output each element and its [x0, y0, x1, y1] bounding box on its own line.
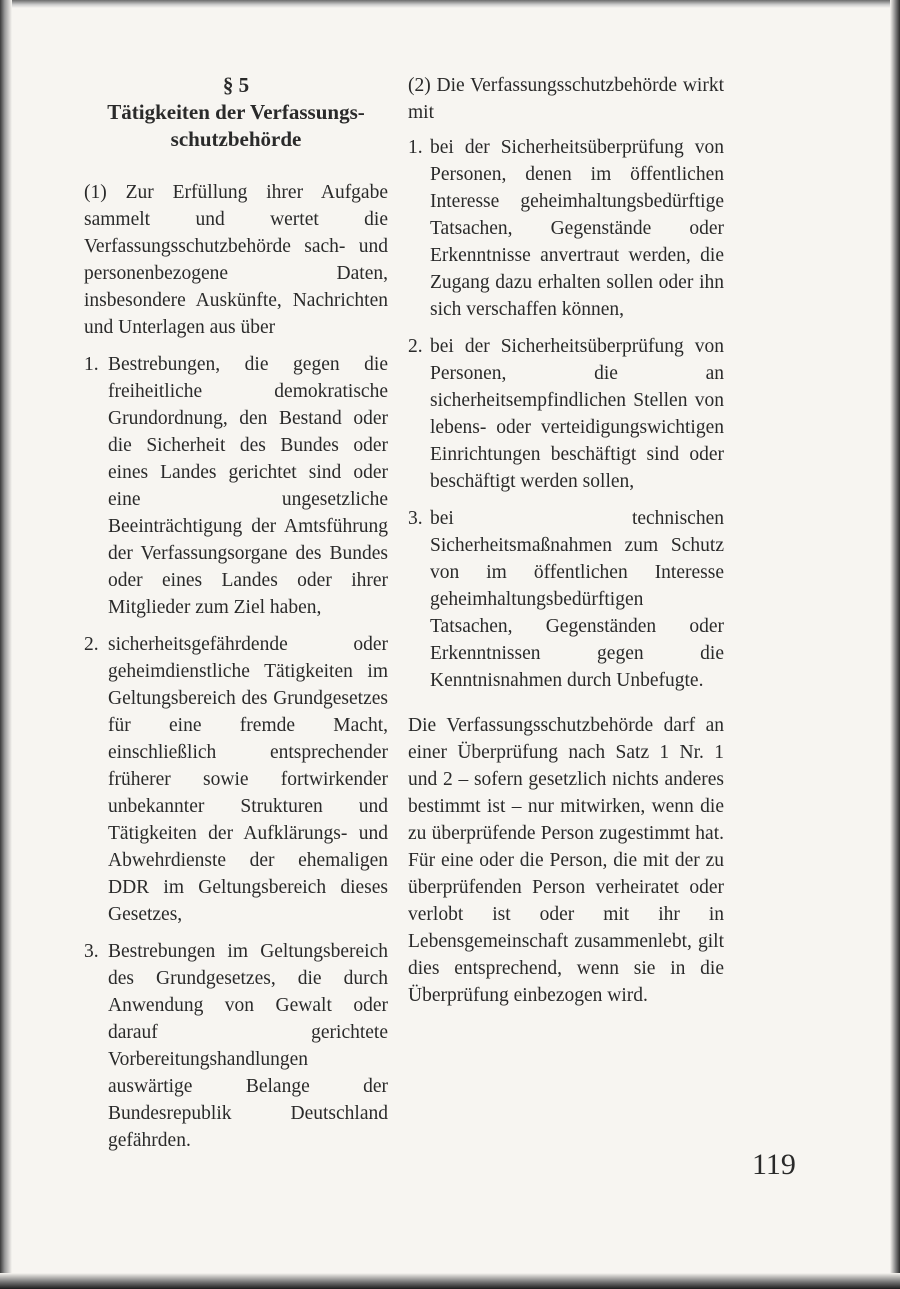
list-item [84, 938, 388, 1154]
page-number: 119 [752, 1148, 796, 1181]
paragraph-2-intro: (2) Die Verfassungsschutzbehörde wirkt mit [408, 75, 724, 123]
section-title [84, 99, 388, 153]
page-edge-left [0, 0, 12, 1289]
list-item [408, 333, 724, 495]
list-item-number: 2. [84, 634, 99, 655]
page-edge-top [0, 0, 900, 8]
paragraph-1-intro: (1) Zur Erfüllung ihrer Aufgabe sammelt und wertet die Verfassungsschutzbehörde sach- und personenbezogene Daten, insbesondere Auskünfte, Nachrichten und Unterlagen aus über [84, 182, 388, 338]
list-item [84, 631, 388, 928]
list-item-number: 2. [408, 336, 423, 357]
list-item [84, 351, 388, 621]
list-item-number: 1. [84, 354, 99, 375]
section-title-line1: Tätigkeiten der Verfassungs- [107, 100, 365, 124]
left-column [84, 72, 388, 1164]
list-item [408, 505, 724, 694]
page-edge-bottom [0, 1273, 900, 1289]
list-item-text: Bestrebungen, die gegen die freiheitliche demokratische Grundordnung, den Bestand oder die Sicherheit des Bundes oder eines Landes gerichtet sind oder eine ungesetzliche Beeinträchtigung der Amtsführung der Verfassungsorgane des Bundes oder eines Landes oder ihrer Mitglieder zum Ziel haben, [108, 354, 388, 618]
closing-paragraph: Die Verfassungsschutzbehörde darf an einer Überprüfung nach Satz 1 Nr. 1 und 2 – sofern gesetzlich nichts anderes bestimmt ist – nur mitwirken, wenn die zu überprüfende Person zugestimmt hat. Für eine oder die Person, die mit der zu überprüfenden Person verheiratet oder verlobt ist oder mit ihr in Lebensgemeinschaft zusammenlebt, gilt dies entsprechend, wenn sie in die Überprüfung einbezogen wird. [408, 715, 724, 1006]
list-item-text: bei der Sicherheitsüberprüfung von Personen, die an sicherheitsempfindlichen Stellen von lebens- oder verteidigungswichtigen Einrichtungen beschäftigt sind oder beschäftigt werden sollen, [430, 336, 724, 492]
right-column [408, 72, 724, 1009]
paragraph-1-list [84, 351, 388, 1154]
list-item-number: 3. [84, 941, 99, 962]
list-item-text: Bestrebungen im Geltungsbereich des Grundgesetzes, die durch Anwendung von Gewalt oder darauf gerichtete Vorbereitungshandlungen auswärtige Belange der Bundesrepublik Deutschland gefährden. [108, 941, 388, 1151]
page-edge-right [890, 0, 900, 1289]
paragraph-2-list [408, 134, 724, 694]
section-title-line2: schutzbehörde [170, 127, 302, 151]
list-item-text: bei technischen Sicherheitsmaßnahmen zum Schutz von im öffentlichen Interesse geheimhaltungsbedürftigen Tatsachen, Gegenständen oder Erkenntnissen gegen die Kenntnisnahmen durch Unbefugte. [430, 508, 724, 691]
list-item [408, 134, 724, 323]
list-item-text: sicherheitsgefährdende oder geheimdienstliche Tätigkeiten im Geltungsbereich des Grundgesetzes für eine fremde Macht, einschließlich entsprechender früherer sowie fortwirkender unbekannter Strukturen und Tätigkeiten der Aufklärungs- und Abwehrdienste der ehemaligen DDR im Geltungsbereich dieses Gesetzes, [108, 634, 388, 925]
list-item-number: 1. [408, 137, 423, 158]
section-number: § 5 [222, 73, 250, 97]
list-item-number: 3. [408, 508, 423, 529]
list-item-text: bei der Sicherheitsüberprüfung von Personen, denen im öffentlichen Interesse geheimhaltungsbedürftige Tatsachen, Gegenstände oder Erkenntnisse anvertraut werden, die Zugang dazu erhalten sollen oder ihn sich verschaffen können, [430, 137, 724, 320]
